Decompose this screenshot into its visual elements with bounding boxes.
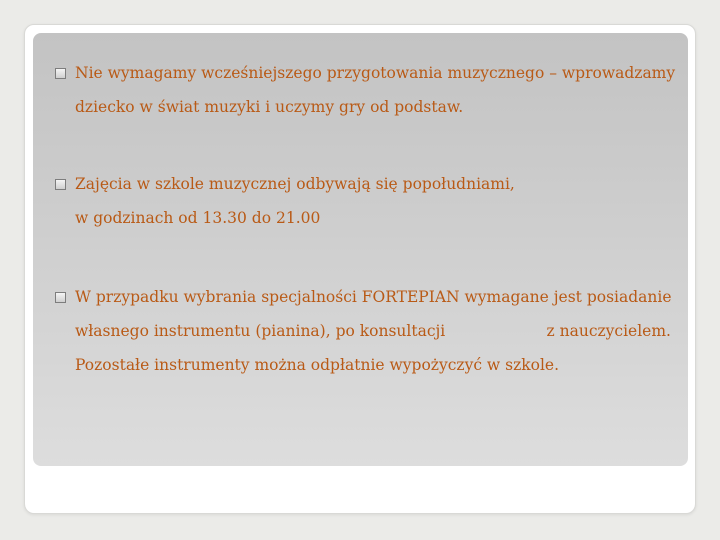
bullet-2-line-1 (55, 173, 671, 195)
bullet-3-text-4: Pozostałe instrumenty można odpłatnie wypożyczyć w szkole. (75, 356, 560, 374)
bullet-1-line-2 (55, 96, 671, 118)
bullet-marker-icon (55, 179, 66, 190)
bullet-3-row-2 (75, 322, 671, 340)
bullet-2 (55, 173, 671, 229)
bullet-1 (55, 62, 676, 118)
bullet-1-line-1 (55, 62, 676, 84)
bullet-2-text-2: w godzinach od 13.30 do 21.00 (75, 209, 321, 227)
bullet-3 (55, 286, 671, 376)
bullet-marker-icon (55, 68, 66, 79)
bullet-3-line-3 (55, 354, 671, 376)
bullet-2-text-1: Zajęcia w szkole muzycznej odbywają się popołudniami, (75, 175, 515, 193)
bullet-1-text-1: Nie wymagamy wcześniejszego przygotowania muzycznego – wprowadzamy (75, 64, 676, 82)
bullet-3-line-1 (55, 286, 671, 308)
bullet-3-line-2 (55, 320, 671, 342)
bullet-3-text-3: z nauczycielem. (546, 322, 671, 340)
bullet-marker-icon (55, 292, 66, 303)
bullet-2-line-2 (55, 207, 671, 229)
bottom-strip (33, 466, 688, 506)
bullet-3-text-1: W przypadku wybrania specjalności FORTEPIAN wymagane jest posiadanie (75, 288, 672, 306)
bullet-1-text-2: dziecko w świat muzyki i uczymy gry od podstaw. (75, 98, 464, 116)
bullet-3-text-2: własnego instrumentu (pianina), po konsultacji (75, 322, 446, 340)
